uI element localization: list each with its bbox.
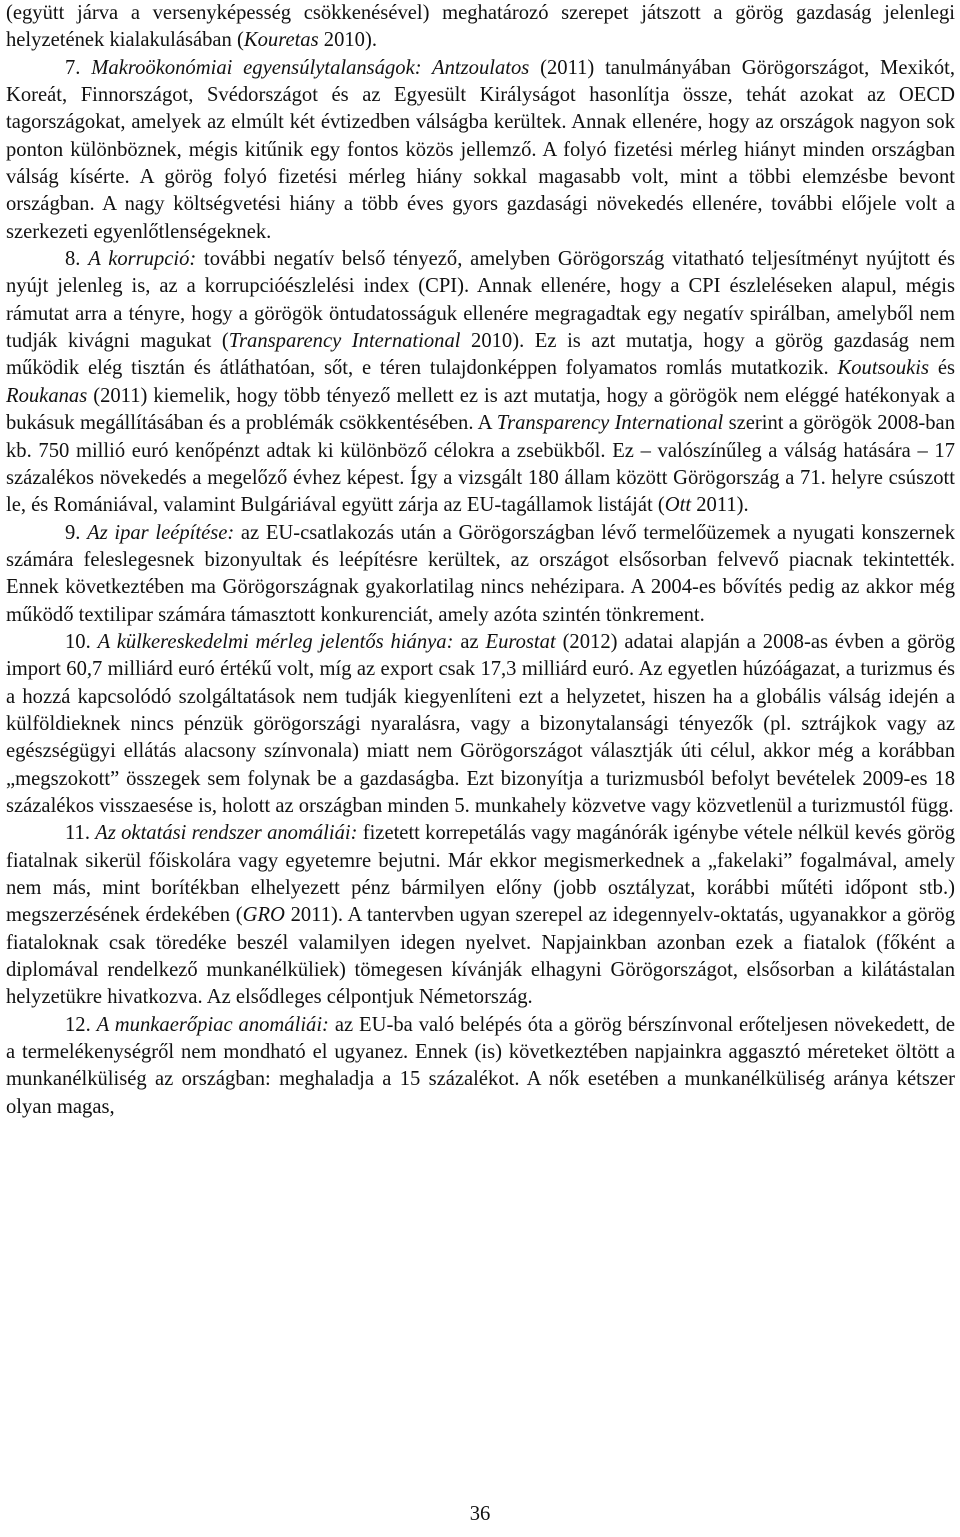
text-run: (együtt járva a versenyképesség csökkenésével) meghatározó szerepet játszott a görög gazdaság jelenlegi helyzetének kialakulásában ( [6,2,955,52]
italic-text-run: Transparency International [496,412,724,435]
text-run: 2010). Ez is azt mutatja, hogy a görög gazdaság nem működik elég tisztán és átláthatóan, sőt, e téren tulajdonképpen folyamatos romlás mutatkozik. [6,330,955,380]
document-body [6,0,955,1121]
paragraph-item-8 [6,246,955,519]
italic-text-run: Transparency International [228,330,461,353]
text-run: 7. [65,56,92,79]
text-run: (2011) tanulmányában Görögországot, Mexikót, Koreát, Finnországot, Svédországot és az Egyesült Királyságot hasonlítja össze, tehát azokat az OECD tagországokat, amelyek az elmúlt két évtizedben válságba kerültek. Annak ellenére, hogy az országok nagyon sok ponton különböznek, mégis kitűnik egy fontos közös jellemző. A folyó fizetési mérleg hiányt minden országban válság kísérte. A görög folyó fizetési mérleg hiány sokkal magasabb volt, mint a többi elemzésbe bevont országban. A nagy költségvetési hiány a több éves gyors gazdasági növekedés ellenére, további előjele volt a szerkezeti egyenlőtlenségeknek. [6,56,955,243]
text-run: az [453,630,486,653]
italic-text-run: Az oktatási rendszer anomáliái: [95,822,358,845]
paragraph-item-7 [6,55,955,246]
text-run: (2011) kiemelik, hogy több tényező mellett ez is azt mutatja, hogy a görögök nem eléggé hatékonyak a bukásuk megállításában és a problémák csökkentésében. A [6,384,955,435]
text-run: az EU-ba való belépés óta a görög bérszínvonal erőteljesen növekedett, de a termelékenységről nem mondható el ugyanez. Ennek (is) következtében napjainkra aggasztó méreteket öltött a munkanélküliség az országban: meghaladja a 15 százalékot. A nők esetében a munkanélküliség aránya kétszer olyan magas, [6,1013,956,1118]
italic-text-run: Ott [664,494,692,517]
italic-text-run: Makroökonómiai egyensúlytalanságok: Antzoulatos [91,56,530,79]
text-run: 12. [65,1013,97,1036]
text-run: fizetett korrepetálás vagy magánórák igénybe vétele nélkül kevés görög fiatalnak sikerül főiskolára vagy egyetemre bejutni. Már ekkor megismerkednek a „fakelaki” fogalmával, amely nem más, mint borítékban elhelyezett pénz bármilyen előny (jobb osztályzat, korábbi műtéti időpont stb.) megszerzésének érdekében ( [6,822,956,927]
italic-text-run: Az ipar leépítése: [87,521,235,544]
text-run: 9. [65,521,88,544]
italic-text-run: GRO [242,904,285,927]
text-run: 10. [65,630,98,653]
paragraph-item-10 [6,629,955,820]
text-run: az EU-csatlakozás után a Görögországban lévő termelőüzemek a nyugati konszernek számára feleslegesnek bizonyultak és leépítésre kerültek, az országot elsősorban felvevő piacnak tekintették. Ennek következtében ma Görögországnak gyakorlatilag nincs nehézipara. A 2004-es bővítés pedig az akkor még működő textilipar számára támasztott konkurenciát, amely azóta szintén tönkrement. [6,521,955,626]
text-run: 2011). A tantervben ugyan szerepel az idegennyelv-oktatás, ugyanakkor a görög fiataloknak csak töredéke beszél valamilyen idegen nyelvet. Napjainkban azonban ezek a fiatalok (főként a diplomával rendelkező munkanélküliek) tömegesen kívánják elhagyni Görögországot, elsősorban a kilátástalan helyzetükre hivatkozva. Az elsődleges célpontjuk Németország. [6,904,956,1009]
document-page [6,0,955,1121]
paragraph-item-11 [6,820,955,1011]
text-run: 8. [65,248,89,271]
paragraph-item-12 [6,1012,955,1121]
italic-text-run: A korrupció: [88,248,197,271]
italic-text-run: Roukanas [6,384,88,407]
paragraph-intro [6,0,955,55]
italic-text-run: A külkereskedelmi mérleg jelentős hiánya: [97,630,454,653]
page-number: 36 [469,1503,491,1525]
italic-text-run: Eurostat [485,630,556,653]
text-run: további negatív belső tényező, amelyben Görögország vitatható teljesítményt nyújtott és nyújt jelenleg is, az a korrupcióészlelési index (CPI). Annak ellenére, hogy a CPI észleléseken alapul, mégis rámutat arra a tényre, hogy a görögök öntudatosságuk ellenére megragadtak egy negatív spirálban, amelyből nem tudják kivágni magukat ( [6,248,956,353]
paragraph-item-9 [6,520,955,629]
text-run: 2011). [691,494,749,517]
text-run: szerint a görögök 2008-ban kb. 750 millió euró kenőpénzt adtak ki különböző célokra a zsebükből. Ez – valószínűleg a válság hatására – 17 százalékos növekedés a megelőző évhez képest. Így a vizsgált 180 állam között Görögország a 71. helyre csúszott le, és Romániával, valamint Bulgáriával együtt zárja az EU-tagállamok listáját ( [6,412,955,517]
italic-text-run: Koutsoukis [837,357,930,380]
text-run: 2010). [318,29,377,52]
text-run: (2012) adatai alapján a 2008-as évben a görög import 60,7 milliárd euró értékű volt, míg az export csak 17,3 milliárd euró. Az egyetlen húzóágazat, a turizmus és a hozzá kapcsolódó szolgáltatások nem tudják kiegyenlíteni ezt a helyzetet, hiszen ha a globális válság idején a külföldieknek nincs pénzük görögországi nyaralásra, vagy a bizonytalansági tényezők (pl. sztrájkok vagy az egészségügyi ellátás alacsony színvonala) miatt nem Görögországot választják úti célul, akkor még a korábban „megszokott” összegek sem folynak be a gazdaságba. Ezt bizonyítja a turizmusból befolyt bevételek 2009-es 18 százalékos visszaesése is, holott az országban minden 5. munkahely közvetve vagy közvetlenül a turizmustól függ. [6,630,956,817]
italic-text-run: Kouretas [243,29,319,52]
text-run: és [929,357,955,380]
italic-text-run: A munkaerőpiac anomáliái: [96,1013,329,1036]
text-run: 11. [65,822,96,845]
